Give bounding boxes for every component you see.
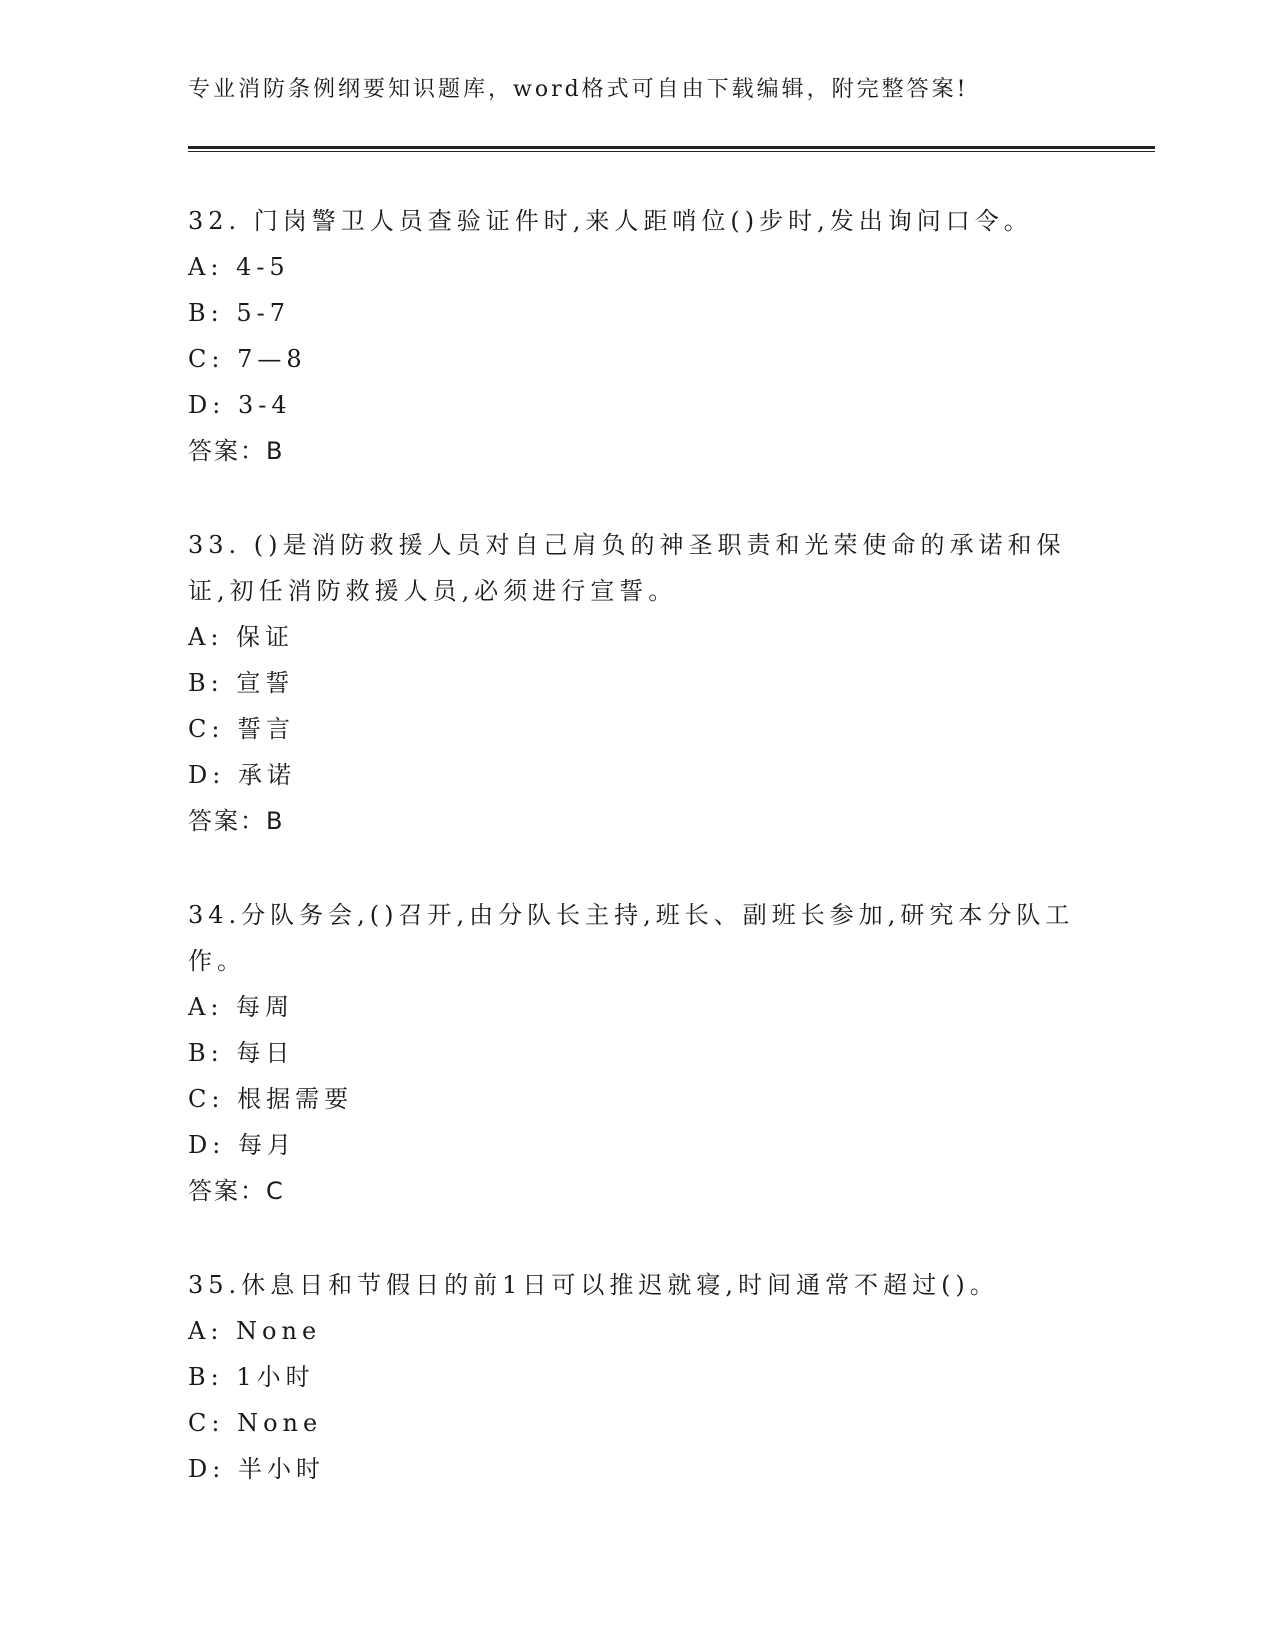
- option-d: D: 每月: [188, 1131, 296, 1159]
- option-a: A: 每周: [188, 993, 295, 1021]
- question-35: [188, 1262, 1088, 1492]
- question-stem: 32. 门岗警卫人员查验证件时,来人距哨位()步时,发出询问口令。: [188, 207, 1033, 235]
- answer-label: 答案：B: [188, 807, 285, 835]
- header-divider-thin: [188, 151, 1155, 152]
- question-33: [188, 522, 1088, 844]
- header-title: 专业消防条例纲要知识题库，word格式可自由下载编辑，附完整答案!: [188, 77, 969, 102]
- option-b: B: 1小时: [188, 1363, 315, 1391]
- question-32: [188, 198, 1088, 474]
- question-stem-continued: 作。: [188, 947, 246, 975]
- option-b: B: 5-7: [188, 299, 290, 327]
- option-b: B: 宣誓: [188, 669, 295, 697]
- option-d: D: 半小时: [188, 1455, 325, 1483]
- option-b: B: 每日: [188, 1039, 295, 1067]
- question-stem-continued: 证,初任消防救援人员,必须进行宣誓。: [188, 577, 678, 605]
- option-c: C: 誓言: [188, 715, 296, 743]
- question-stem: 33. ()是消防救援人员对自己肩负的神圣职责和光荣使命的承诺和保: [188, 531, 1066, 559]
- option-a: A: 4-5: [188, 253, 290, 281]
- option-d: D: 承诺: [188, 761, 296, 789]
- option-a: A: 保证: [188, 623, 295, 651]
- option-c: C: 根据需要: [188, 1085, 354, 1113]
- answer-label: 答案：C: [188, 1177, 285, 1205]
- question-stem: 34.分队务会,()召开,由分队长主持,班长、副班长参加,研究本分队工: [188, 901, 1075, 929]
- option-a: A: None: [188, 1317, 322, 1345]
- header-divider: [188, 146, 1155, 149]
- option-c: C: 7—8: [188, 345, 307, 373]
- question-34: [188, 892, 1088, 1214]
- question-stem: 35.休息日和节假日的前1日可以推迟就寝,时间通常不超过()。: [188, 1271, 999, 1299]
- option-d: D: 3-4: [188, 391, 292, 419]
- option-c: C: None: [188, 1409, 323, 1437]
- answer-label: 答案：B: [188, 437, 285, 465]
